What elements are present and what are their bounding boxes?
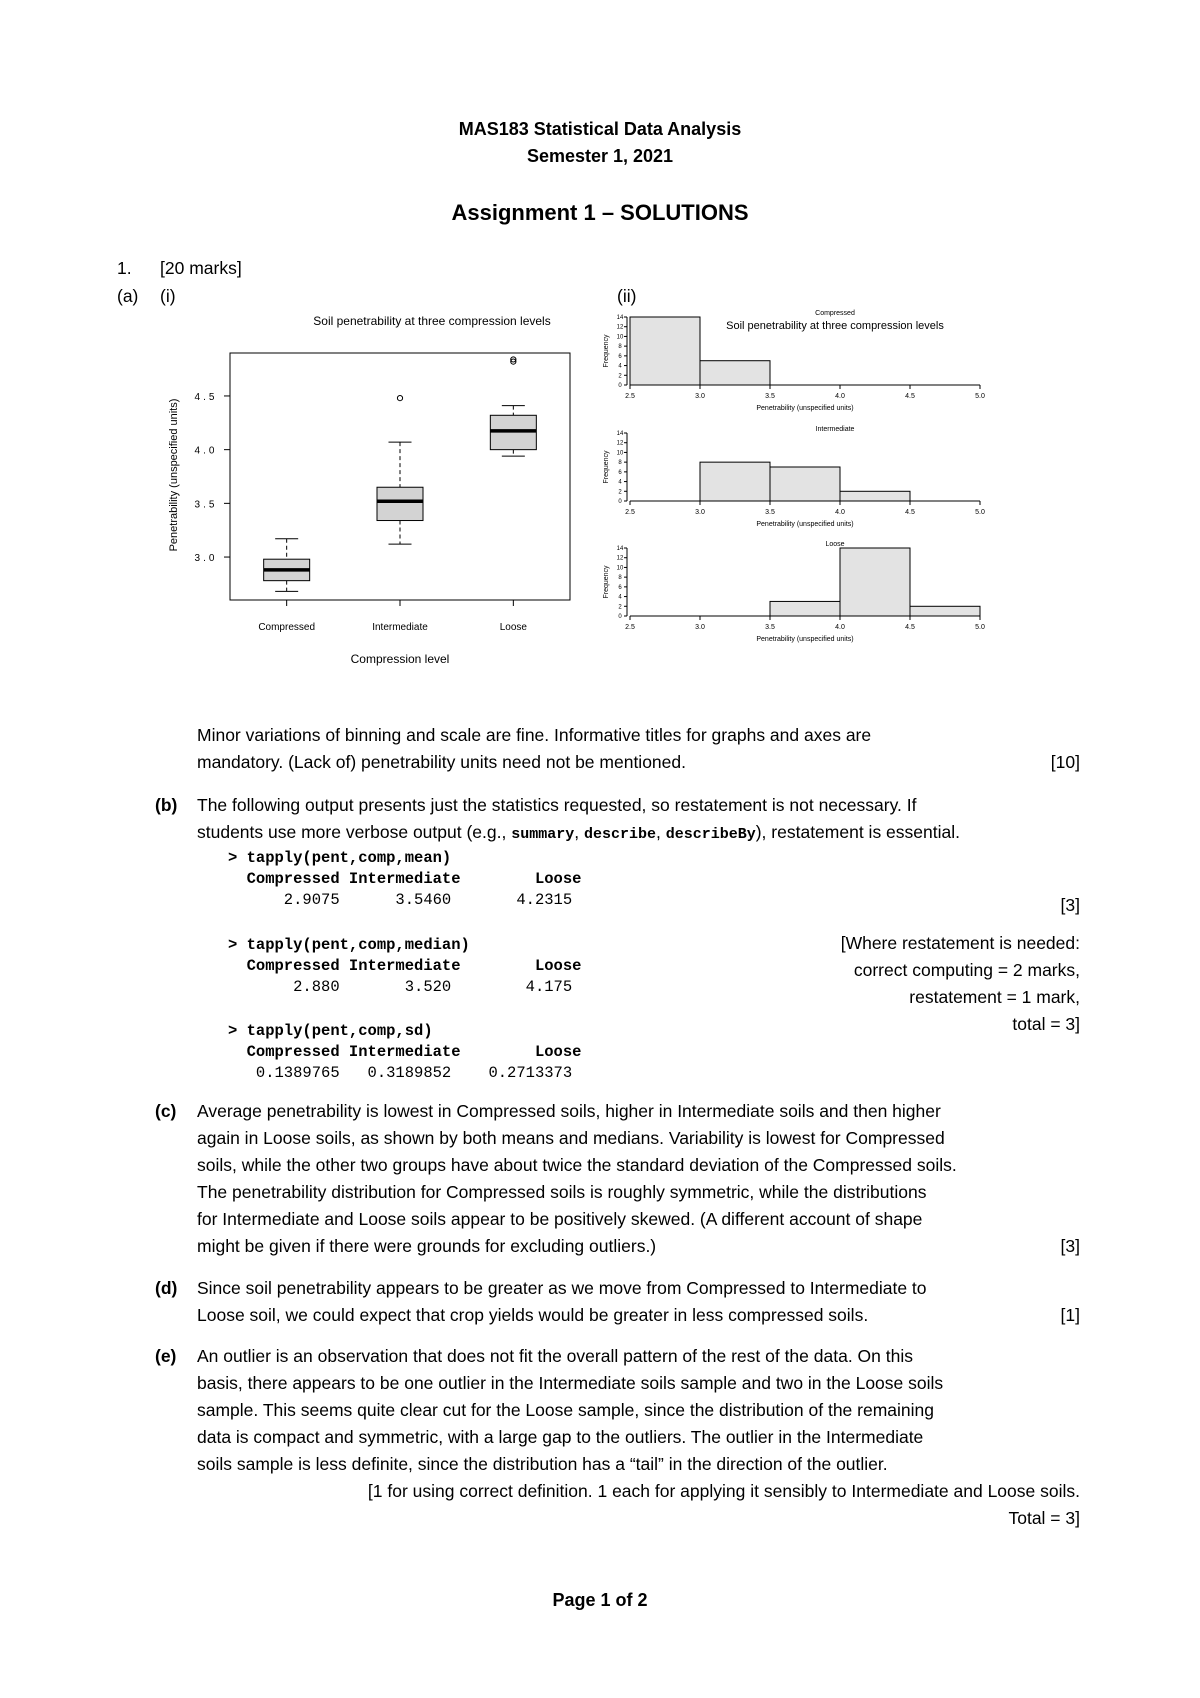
r-values-mean: 2.9075 3.5460 4.2315: [228, 891, 573, 909]
page-number: Page 1 of 2: [552, 1590, 648, 1610]
y-tick-label: 12: [616, 324, 624, 331]
part-e-line: An outlier is an observation that does not fit the overall pattern of the rest of the data. On this: [197, 1346, 913, 1366]
panel-title: Compressed: [815, 310, 855, 317]
y-tick-label: 2: [618, 604, 622, 611]
y-tick-label: 4: [618, 479, 622, 486]
part-a-note-line1: Minor variations of binning and scale are fine. Informative titles for graphs and axes are: [197, 725, 872, 745]
y-tick-label: 8: [618, 344, 622, 351]
y-tick-label: 8: [618, 575, 622, 582]
y-tick-label: 0: [618, 614, 622, 620]
part-e-marks-line2: Total = 3]: [1008, 1508, 1080, 1528]
page-title: Assignment 1 – SOLUTIONS: [451, 200, 749, 225]
r-values-sd: 0.1389765 0.3189852 0.2713373: [228, 1064, 573, 1082]
r-values-median: 2.880 3.520 4.175: [228, 978, 573, 996]
y-axis-label: Frequency: [603, 565, 610, 599]
histogram-bar: [840, 548, 910, 616]
part-d-label: (d): [155, 1278, 178, 1298]
histogram-bar: [630, 317, 700, 385]
question-marks: [20 marks]: [160, 258, 242, 278]
part-b-marks: [3]: [1060, 895, 1080, 915]
x-tick-label: 4.0: [835, 393, 845, 400]
x-tick-label: 3.0: [695, 393, 705, 400]
part-c-line: soils, while the other two groups have about twice the standard deviation of the Compressed soils.: [197, 1155, 957, 1175]
y-tick-label: 10: [616, 450, 624, 457]
y-tick-label: 10: [616, 565, 624, 572]
part-c-line: might be given if there were grounds for excluding outliers.): [197, 1236, 657, 1256]
part-e-line: sample. This seems quite clear cut for the Loose sample, since the distribution of the remaining: [197, 1400, 934, 1420]
restatement-note-1: [Where restatement is needed:: [840, 933, 1080, 953]
part-a-marks: [10]: [1050, 752, 1080, 772]
r-header-median: Compressed Intermediate Loose: [228, 957, 582, 975]
x-tick-label: 2.5: [625, 393, 635, 400]
y-tick-label: 4.0: [194, 445, 218, 457]
y-tick-label: 2: [618, 373, 622, 380]
part-e-marks-line1: [1 for using correct definition. 1 each for applying it sensibly to Intermediate and Loose soils.: [367, 1481, 1080, 1501]
y-tick-label: 6: [618, 584, 622, 591]
boxplot-title: Soil penetrability at three compression levels: [313, 314, 551, 328]
part-c-line: for Intermediate and Loose soils appear to be positively skewed. (A different account of shape: [197, 1209, 923, 1229]
x-tick-label: 4.5: [905, 509, 915, 516]
question-number: 1.: [117, 258, 132, 278]
r-command-sd: > tapply(pent,comp,sd): [228, 1022, 433, 1040]
part-b-line2-post: ), restatement is essential.: [755, 822, 960, 842]
part-a-label: (a): [117, 286, 139, 306]
part-b-sep2: ,: [655, 822, 666, 842]
y-tick-label: 10: [616, 334, 624, 341]
x-tick-label: 2.5: [625, 509, 635, 516]
x-tick-label: 5.0: [975, 393, 985, 400]
y-tick-label: 3.0: [194, 553, 218, 565]
x-tick-label: 2.5: [625, 624, 635, 631]
semester: Semester 1, 2021: [526, 146, 674, 166]
outlier-point: [397, 396, 402, 401]
y-tick-label: 14: [616, 431, 624, 437]
y-tick-label: 0: [618, 499, 622, 505]
y-tick-label: 0: [618, 383, 622, 389]
x-tick-label: 3.5: [765, 509, 775, 516]
histogram-bar: [910, 606, 980, 616]
histogram-bar: [840, 491, 910, 501]
part-a-sub-ii: (ii): [617, 286, 637, 306]
part-c-line: The penetrability distribution for Compressed soils is roughly symmetric, while the distributions: [197, 1182, 927, 1202]
part-c-line: again in Loose soils, as shown by both means and medians. Variability is lowest for Compressed: [197, 1128, 945, 1148]
histogram-chart: [603, 305, 1060, 705]
x-tick-label: 5.0: [975, 509, 985, 516]
code-describe: describe: [583, 826, 656, 843]
y-tick-label: 6: [618, 469, 622, 476]
y-tick-label: 4: [618, 594, 622, 601]
panel-title: Intermediate: [815, 426, 855, 433]
histogram-bar: [770, 467, 840, 501]
part-c-marks: [3]: [1060, 1236, 1080, 1256]
part-d-line: Since soil penetrability appears to be greater as we move from Compressed to Intermediate to: [197, 1278, 927, 1298]
x-axis-label: Penetrability (unspecified units): [756, 636, 854, 643]
part-e-label: (e): [155, 1346, 177, 1366]
boxplot-chart: [160, 305, 600, 675]
y-tick-label: 8: [618, 460, 622, 467]
restatement-note-4: total = 3]: [1012, 1014, 1080, 1034]
code-summary: summary: [511, 826, 575, 843]
x-tick-label: 4.5: [905, 393, 915, 400]
y-axis-label: Frequency: [603, 450, 610, 484]
r-command-median: > tapply(pent,comp,median): [228, 936, 470, 954]
x-tick-label: Compressed: [258, 622, 316, 633]
x-tick-label: 3.0: [695, 509, 705, 516]
r-command-mean: > tapply(pent,comp,mean): [228, 849, 452, 867]
course-title: MAS183 Statistical Data Analysis: [458, 119, 742, 139]
code-describeby: describeBy: [665, 826, 756, 843]
y-axis-label: Frequency: [603, 334, 610, 368]
x-axis-label: Penetrability (unspecified units): [756, 521, 854, 528]
y-tick-label: 12: [616, 555, 624, 562]
part-c-line: Average penetrability is lowest in Compressed soils, higher in Intermediate soils and then higher: [197, 1101, 941, 1121]
part-e-line: data is compact and symmetric, with a large gap to the outliers. The outlier in the Intermediate: [197, 1427, 924, 1447]
y-tick-label: 14: [616, 546, 624, 552]
y-tick-label: 4.5: [194, 391, 218, 403]
boxplot-ylabel: Penetrability (unspecified units): [168, 398, 180, 552]
x-tick-label: 5.0: [975, 624, 985, 631]
part-a-sub-i: (i): [160, 286, 176, 306]
r-header-sd: Compressed Intermediate Loose: [228, 1043, 582, 1061]
part-e-line: soils sample is less definite, since the distribution has a “tail” in the direction of the outlier.: [197, 1454, 888, 1474]
x-tick-label: 3.0: [695, 624, 705, 631]
part-c-label: (c): [155, 1101, 177, 1121]
histogram-bar: [770, 601, 840, 616]
x-tick-label: 3.5: [765, 624, 775, 631]
y-tick-label: 3.5: [194, 499, 218, 511]
part-e-line: basis, there appears to be one outlier in the Intermediate soils sample and two in the Loose soils: [197, 1373, 944, 1393]
part-b-sep1: ,: [574, 822, 584, 842]
histogram-title: Soil penetrability at three compression levels: [726, 320, 944, 332]
histogram-bar: [700, 361, 770, 385]
x-tick-label: Intermediate: [372, 622, 428, 633]
part-b-line2: [197, 819, 960, 846]
boxplot-xlabel: Compression level: [350, 652, 450, 666]
part-b-line1: The following output presents just the statistics requested, so restatement is not necessary. If: [197, 795, 917, 815]
x-tick-label: 3.5: [765, 393, 775, 400]
box-intermediate: [377, 487, 423, 520]
part-d-line: Loose soil, we could expect that crop yields would be greater in less compressed soils.: [197, 1305, 869, 1325]
x-tick-label: 4.0: [835, 509, 845, 516]
part-b-label: (b): [155, 795, 178, 815]
x-tick-label: 4.0: [835, 624, 845, 631]
x-axis-label: Penetrability (unspecified units): [756, 405, 854, 412]
y-tick-label: 4: [618, 363, 622, 370]
restatement-note-3: restatement = 1 mark,: [909, 987, 1080, 1007]
panel-title: Loose: [825, 541, 845, 548]
y-tick-label: 14: [616, 315, 624, 321]
part-a-note-line2: mandatory. (Lack of) penetrability units need not be mentioned.: [197, 752, 686, 772]
y-tick-label: 2: [618, 489, 622, 496]
histogram-bar: [700, 462, 770, 501]
part-d-marks: [1]: [1060, 1305, 1080, 1325]
x-tick-label: 4.5: [905, 624, 915, 631]
y-tick-label: 6: [618, 353, 622, 360]
part-b-line2-pre: students use more verbose output (e.g.,: [197, 822, 512, 842]
x-tick-label: Loose: [499, 622, 527, 633]
y-tick-label: 12: [616, 440, 624, 447]
r-header-mean: Compressed Intermediate Loose: [228, 870, 582, 888]
restatement-note-2: correct computing = 2 marks,: [853, 960, 1080, 980]
